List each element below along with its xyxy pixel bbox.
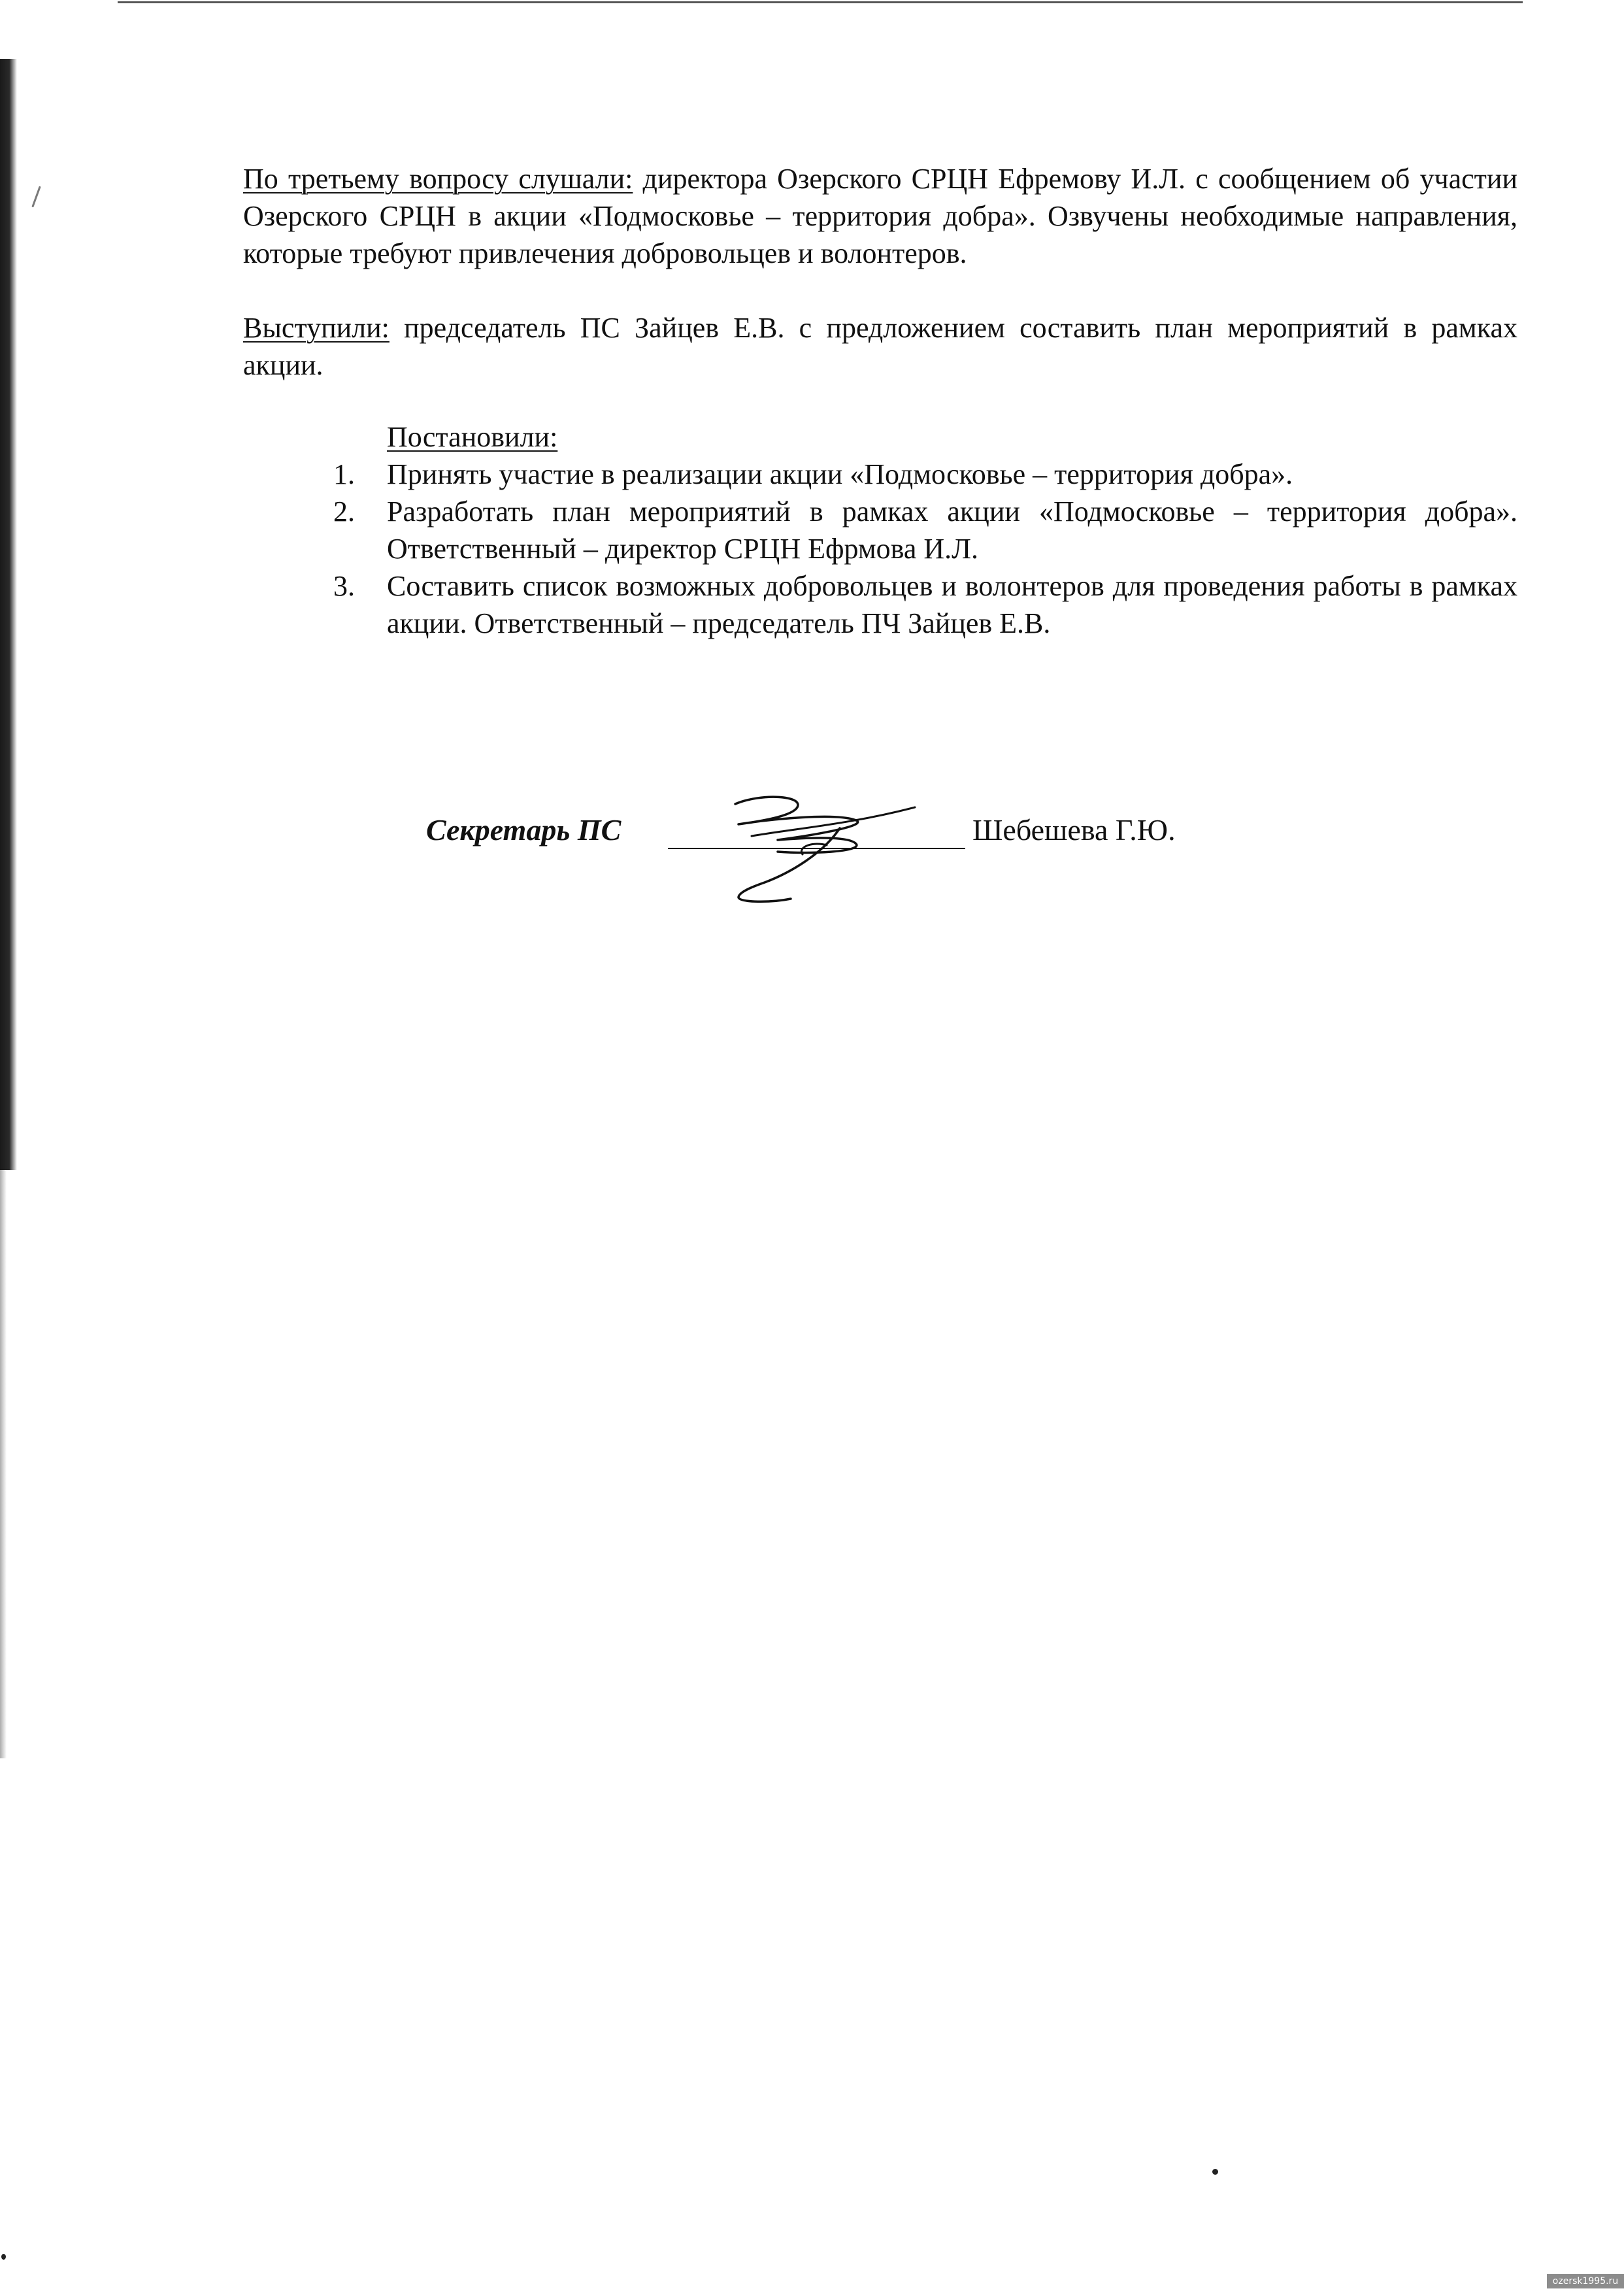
scan-speck	[31, 186, 41, 208]
scan-speck	[1, 2254, 6, 2260]
resolution-item	[333, 456, 1517, 493]
scan-left-shadow	[0, 1170, 7, 1758]
resolution-number: 1.	[333, 458, 355, 490]
spoke-text: председатель ПС Зайцев Е.В. с предложением составить план мероприятий в рамках акции.	[243, 312, 1517, 381]
resolution-text: Составить список возможных добровольцев и волонтеров для проведения работы в рамках акции. Ответственный – председатель ПЧ Зайцев Е.В.	[387, 570, 1517, 639]
signature-role: Секретарь ПС	[426, 813, 621, 846]
resolution-item	[333, 493, 1517, 567]
resolution-item	[333, 567, 1517, 642]
resolution-text: Разработать план мероприятий в рамках акции «Подмосковье – территория добра». Ответственный – директор СРЦН Ефрмова И.Л.	[387, 495, 1517, 565]
third-question-paragraph	[243, 160, 1517, 272]
site-watermark: ozersk1995.ru	[1547, 2274, 1624, 2288]
scan-speck	[1212, 2169, 1218, 2175]
spoke-label: Выступили:	[243, 312, 389, 344]
third-question-text: директора Озерского СРЦН Ефремову И.Л. с сообщением об участии Озерского СРЦН в акции «Подмосковье – территория добра». Озвучены необходимые направления, которые требуют привлечения добровольцев и волонтеров.	[243, 163, 1517, 269]
signature-name: Шебешева Г.Ю.	[972, 813, 1176, 846]
scan-left-edge	[0, 59, 17, 1170]
scan-top-edge	[118, 1, 1523, 3]
handwritten-signature	[699, 781, 921, 912]
resolution-number: 3.	[333, 570, 355, 602]
resolution-text: Принять участие в реализации акции «Подмосковье – территория добра».	[387, 458, 1293, 490]
spoke-paragraph	[243, 309, 1517, 384]
resolution-number: 2.	[333, 495, 355, 528]
resolved-heading: Постановили:	[387, 421, 558, 453]
third-question-label: По третьему вопросу слушали:	[243, 163, 633, 195]
resolutions-list	[333, 456, 1517, 642]
